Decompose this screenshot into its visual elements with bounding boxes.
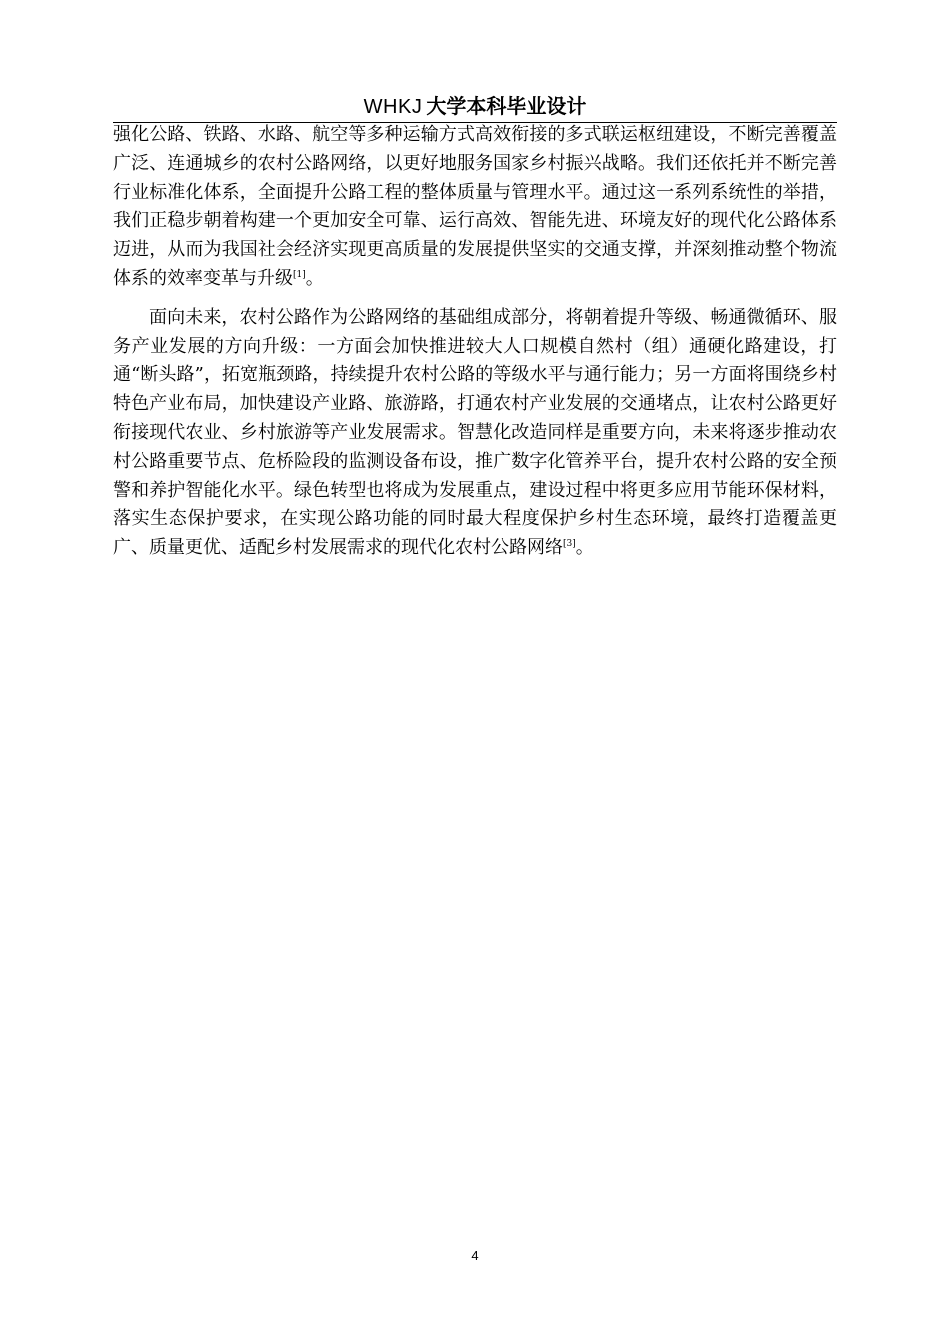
header-code: WHKJ <box>363 96 423 118</box>
paragraph-end: 。 <box>575 537 594 559</box>
citation-reference: [3] <box>563 539 576 550</box>
page-number: 4 <box>471 1248 479 1263</box>
header-title: 大学本科毕业设计 <box>426 94 587 118</box>
paragraph-future-outlook <box>113 304 837 563</box>
body-text <box>113 121 837 563</box>
paragraph-text: 强化公路、铁路、水路、航空等多种运输方式高效衔接的多式联运枢纽建设，不断完善覆盖广泛、连通城乡的农村公路网络，以更好地服务国家乡村振兴战略。我们还依托并不断完善行业标准化体系，全面提升公路工程的整体质量与管理水平。通过这一系列系统性的举措，我们正稳步朝着构建一个更加安全可靠、运行高效、智能先进、环境友好的现代化公路体系迈进，从而为我国社会经济实现更高质量的发展提供坚实的交通支撑，并深刻推动整个物流体系的效率变革与升级 <box>113 124 837 289</box>
page-header <box>113 92 837 123</box>
paragraph-text: 面向未来，农村公路作为公路网络的基础组成部分，将朝着提升等级、畅通微循环、服务产业发展的方向升级：一方面会加快推进较大人口规模自然村（组）通硬化路建设，打通“断头路”，拓宽瓶颈路，持续提升农村公路的等级水平与通行能力；另一方面将围绕乡村特色产业布局，加快建设产业路、旅游路，打通农村产业发展的交通堵点，让农村公路更好衔接现代农业、乡村旅游等产业发展需求。智慧化改造同样是重要方向，未来将逐步推动农村公路重要节点、危桥险段的监测设备布设，推广数字化管养平台，提升农村公路的安全预警和养护智能化水平。绿色转型也将成为发展重点，建设过程中将更多应用节能环保材料，落实生态保护要求，在实现公路功能的同时最大程度保护乡村生态环境，最终打造覆盖更广、质量更优、适配乡村发展需求的现代化农村公路网络 <box>113 306 837 559</box>
paragraph-end: 。 <box>305 267 324 289</box>
citation-reference: [1] <box>293 269 306 280</box>
paragraph-continued <box>113 121 837 294</box>
